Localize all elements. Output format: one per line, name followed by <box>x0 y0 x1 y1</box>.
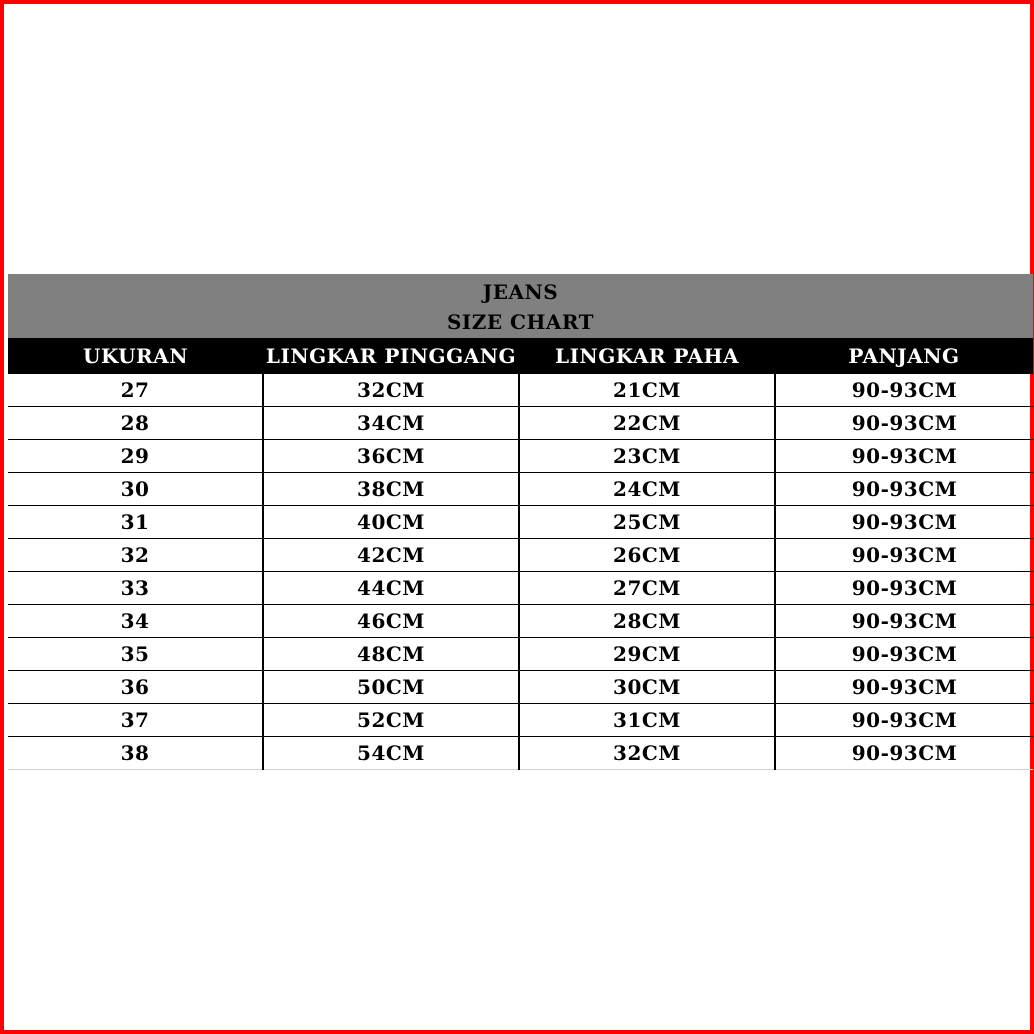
thigh-cell: 26CM <box>519 539 775 572</box>
table-row <box>8 671 1033 704</box>
header-row <box>8 338 1033 374</box>
waist-cell: 36CM <box>263 440 519 473</box>
table-row <box>8 605 1033 638</box>
table-body <box>8 374 1033 770</box>
table-row <box>8 407 1033 440</box>
thigh-cell: 25CM <box>519 506 775 539</box>
table-row <box>8 506 1033 539</box>
waist-cell: 44CM <box>263 572 519 605</box>
thigh-cell: 22CM <box>519 407 775 440</box>
thigh-cell: 23CM <box>519 440 775 473</box>
thigh-cell: 27CM <box>519 572 775 605</box>
length-cell: 90-93CM <box>775 506 1033 539</box>
column-header-panjang: PANJANG <box>775 338 1033 374</box>
waist-cell: 48CM <box>263 638 519 671</box>
size-cell: 27 <box>8 374 263 407</box>
length-cell: 90-93CM <box>775 638 1033 671</box>
size-table <box>8 338 1033 770</box>
size-cell: 35 <box>8 638 263 671</box>
table-row <box>8 737 1033 770</box>
table-row <box>8 440 1033 473</box>
chart-subtitle: SIZE CHART <box>446 310 595 334</box>
length-cell: 90-93CM <box>775 671 1033 704</box>
column-header-lingkar-pinggang: LINGKAR PINGGANG <box>263 338 519 374</box>
waist-cell: 42CM <box>263 539 519 572</box>
waist-cell: 40CM <box>263 506 519 539</box>
size-cell: 28 <box>8 407 263 440</box>
size-cell: 29 <box>8 440 263 473</box>
length-cell: 90-93CM <box>775 572 1033 605</box>
length-cell: 90-93CM <box>775 737 1033 770</box>
thigh-cell: 30CM <box>519 671 775 704</box>
table-row <box>8 374 1033 407</box>
table-row <box>8 638 1033 671</box>
size-cell: 33 <box>8 572 263 605</box>
thigh-cell: 24CM <box>519 473 775 506</box>
length-cell: 90-93CM <box>775 704 1033 737</box>
size-cell: 38 <box>8 737 263 770</box>
waist-cell: 34CM <box>263 407 519 440</box>
thigh-cell: 21CM <box>519 374 775 407</box>
waist-cell: 46CM <box>263 605 519 638</box>
title-block <box>8 274 1033 338</box>
waist-cell: 50CM <box>263 671 519 704</box>
size-cell: 34 <box>8 605 263 638</box>
size-chart <box>8 274 1033 770</box>
table-row <box>8 572 1033 605</box>
table-row <box>8 473 1033 506</box>
thigh-cell: 31CM <box>519 704 775 737</box>
length-cell: 90-93CM <box>775 374 1033 407</box>
column-header-lingkar-paha: LINGKAR PAHA <box>519 338 775 374</box>
waist-cell: 52CM <box>263 704 519 737</box>
waist-cell: 54CM <box>263 737 519 770</box>
thigh-cell: 32CM <box>519 737 775 770</box>
column-header-ukuran: UKURAN <box>8 338 263 374</box>
thigh-cell: 29CM <box>519 638 775 671</box>
size-cell: 37 <box>8 704 263 737</box>
size-cell: 36 <box>8 671 263 704</box>
size-cell: 30 <box>8 473 263 506</box>
size-cell: 31 <box>8 506 263 539</box>
thigh-cell: 28CM <box>519 605 775 638</box>
waist-cell: 38CM <box>263 473 519 506</box>
length-cell: 90-93CM <box>775 440 1033 473</box>
length-cell: 90-93CM <box>775 473 1033 506</box>
table-row <box>8 539 1033 572</box>
table-row <box>8 704 1033 737</box>
length-cell: 90-93CM <box>775 407 1033 440</box>
waist-cell: 32CM <box>263 374 519 407</box>
chart-title: JEANS <box>482 280 559 304</box>
size-cell: 32 <box>8 539 263 572</box>
length-cell: 90-93CM <box>775 539 1033 572</box>
length-cell: 90-93CM <box>775 605 1033 638</box>
